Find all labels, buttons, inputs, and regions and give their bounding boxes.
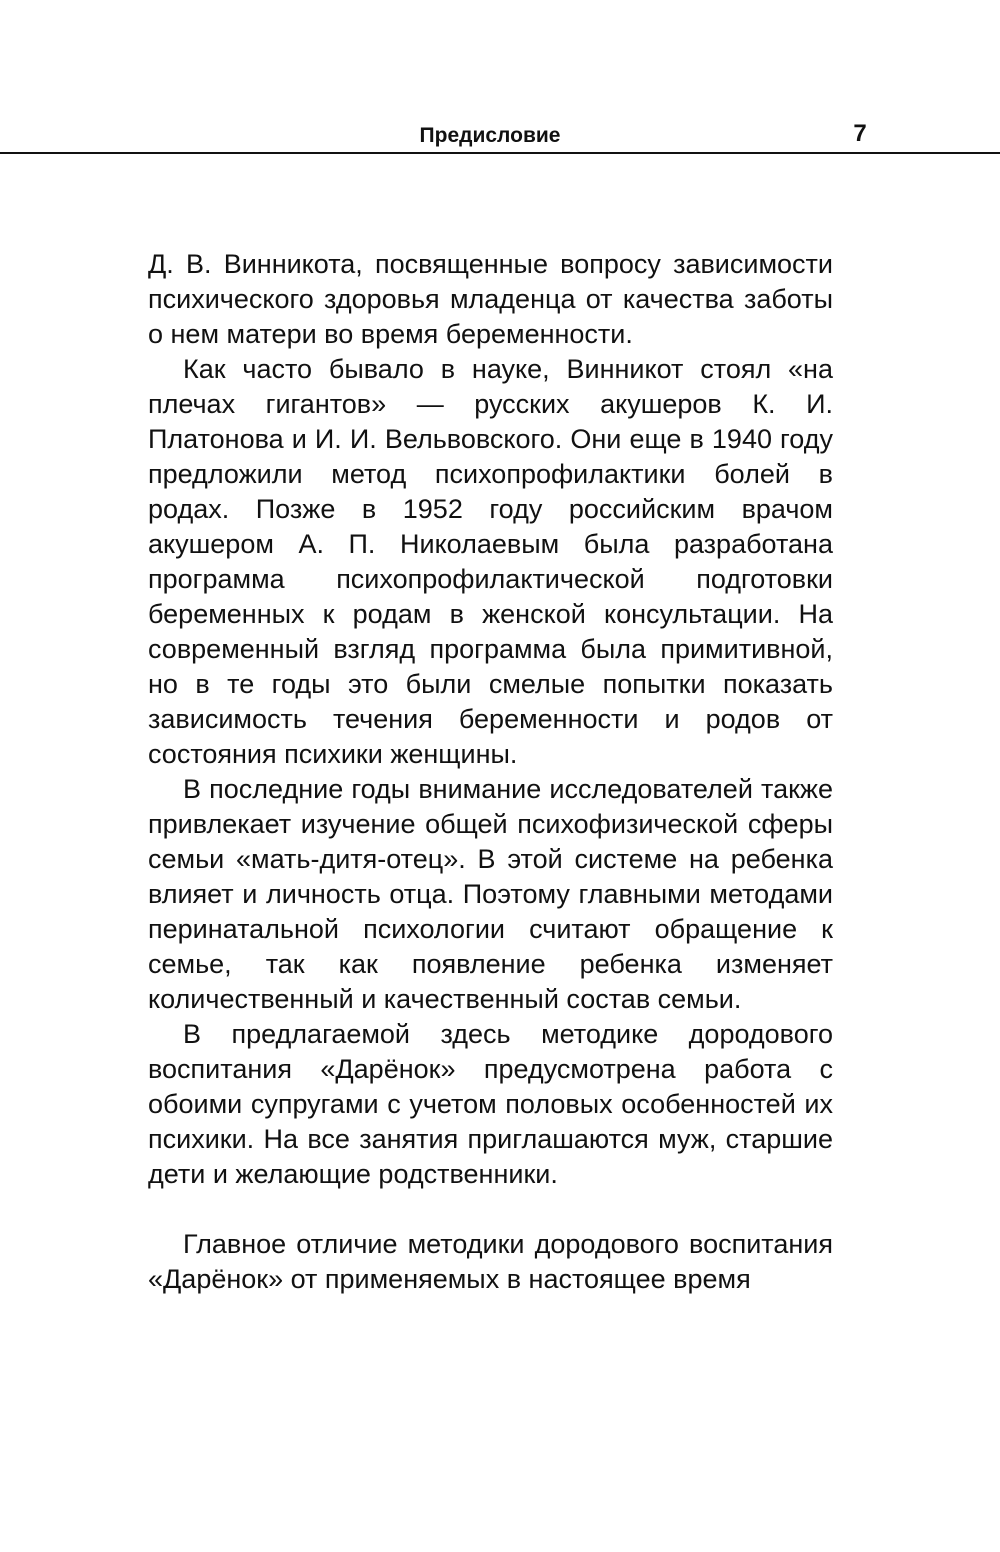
- section-title: Предисловие: [419, 124, 561, 147]
- paragraph-2: Как часто бывало в науке, Винникот стоял «на плечах гигантов» — русских акушеров К. И. Платонова и И. И. Вельвовского. Они еще в 1940 году предложили метод психопрофилактики болей в родах. Позже в 1952 году российским врачом акушером А. П. Николаевым была разработана программа психопрофилактической подготовки беременных к родам в женской консультации. На современный взгляд программа была примитивной, но в те годы это были смелые попытки показать зависимость течения беременности и родов от состояния психики женщины.: [148, 354, 833, 769]
- header-rule: [0, 152, 1000, 154]
- running-header: [0, 118, 1000, 154]
- page-number: 7: [853, 120, 867, 147]
- paragraph-4: В предлагаемой здесь методике дородового воспитания «Дарёнок» предусмотрена работа с обоими супругами с учетом половых особенностей их психики. На все занятия приглашаются муж, старшие дети и желающие родственники.: [148, 1019, 833, 1189]
- paragraph-5: Главное отличие методики дородового воспитания «Дарёнок» от применяемых в настоящее время: [148, 1229, 833, 1294]
- body-text: [148, 247, 833, 1297]
- paragraph-3: В последние годы внимание исследователей также привлекает изучение общей психофизической сферы семьи «мать-дитя-отец». В этой системе на ребенка влияет и личность отца. Поэтому главными методами перинатальной психологии считают обращение к семье, так как появление ребенка изменяет количественный и качественный состав семьи.: [148, 774, 833, 1014]
- paragraph-1: Д. В. Винникота, посвященные вопросу зависимости психического здоровья младенца от качества заботы о нем матери во время беременности.: [148, 249, 833, 349]
